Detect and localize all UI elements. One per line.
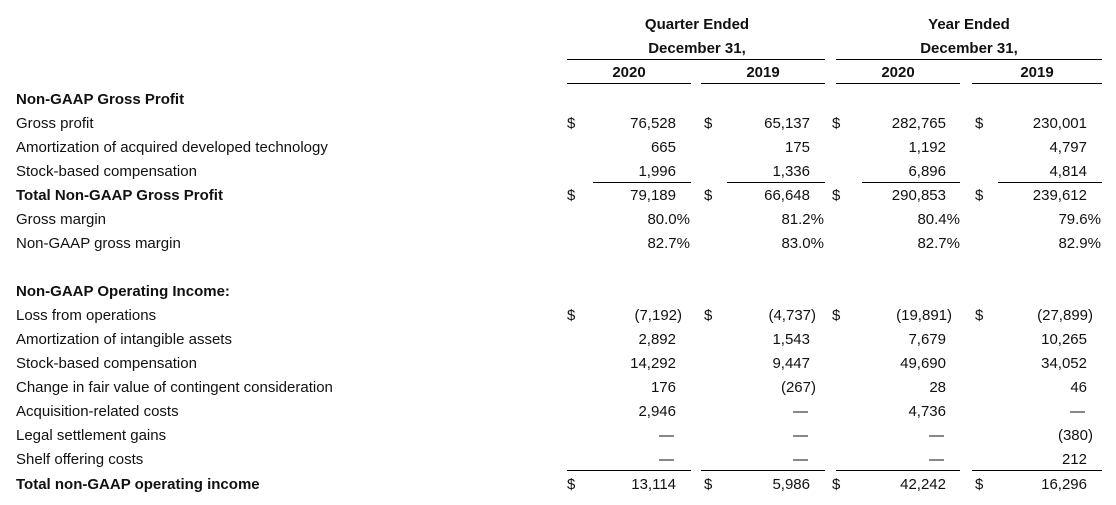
row-label-acquisition: Acquisition-related costs xyxy=(16,403,179,420)
value-cell-y2020: 7,679 xyxy=(908,331,946,348)
row-label-gross-profit: Gross profit xyxy=(16,115,94,132)
value-cell-y2020: — xyxy=(929,451,944,468)
currency-sign-y2020: $ xyxy=(832,307,841,324)
row-label-loss-ops: Loss from operations xyxy=(16,307,157,324)
value-cell-q2019: 83.0% xyxy=(781,235,824,252)
value-cell-q2019: (4,737) xyxy=(768,307,816,324)
total-rule-q2019 xyxy=(701,470,825,471)
value-cell-q2019: 1,543 xyxy=(772,331,810,348)
quarter-ended-heading: Quarter Ended xyxy=(644,16,750,33)
value-cell-y2020: 282,765 xyxy=(891,115,946,132)
value-cell-q2019: — xyxy=(793,403,808,420)
value-cell-y2019: 82.9% xyxy=(1058,235,1101,252)
value-cell-y2020: 49,690 xyxy=(900,355,946,372)
value-cell-y2019: 10,265 xyxy=(1041,331,1087,348)
value-cell-y2019: 212 xyxy=(1061,451,1087,468)
value-cell-q2020: 665 xyxy=(650,139,676,156)
value-cell-y2020: 4,736 xyxy=(908,403,946,420)
value-cell-y2019: 230,001 xyxy=(1032,115,1087,132)
currency-sign-y2019: $ xyxy=(975,115,984,132)
currency-sign-q2020: $ xyxy=(567,187,576,204)
subtotal-rule-q2019 xyxy=(727,182,825,183)
value-cell-y2020: 80.4% xyxy=(917,211,960,228)
currency-sign-y2020: $ xyxy=(832,115,841,132)
currency-sign-q2019: $ xyxy=(704,187,713,204)
value-cell-y2019: (27,899) xyxy=(1037,307,1093,324)
value-cell-q2019: (267) xyxy=(780,379,816,396)
value-cell-y2019: 4,814 xyxy=(1049,163,1087,180)
subtotal-rule-y2019 xyxy=(998,182,1102,183)
value-cell-q2020: 14,292 xyxy=(630,355,676,372)
currency-sign-y2019: $ xyxy=(975,307,984,324)
row-label-total-gp: Total Non-GAAP Gross Profit xyxy=(16,187,223,204)
total-rule-q2020 xyxy=(567,470,691,471)
col-rule-q2020 xyxy=(567,83,691,84)
value-cell-q2020: 2,946 xyxy=(638,403,676,420)
subtotal-rule-y2020 xyxy=(862,182,960,183)
total-rule-y2019 xyxy=(972,470,1102,471)
currency-sign-q2019: $ xyxy=(704,476,713,493)
currency-sign-y2019: $ xyxy=(975,187,984,204)
row-label-sbc-gp: Stock-based compensation xyxy=(16,163,197,180)
value-cell-q2019: — xyxy=(793,427,808,444)
value-cell-q2019: 1,336 xyxy=(772,163,810,180)
value-cell-y2019: 46 xyxy=(1070,379,1087,396)
row-label-gross-margin: Gross margin xyxy=(16,211,107,228)
value-cell-y2019: 4,797 xyxy=(1049,139,1087,156)
value-cell-y2019: — xyxy=(1070,403,1085,420)
value-cell-q2019: 9,447 xyxy=(772,355,810,372)
value-cell-q2020: 13,114 xyxy=(631,476,676,493)
value-cell-y2020: 290,853 xyxy=(891,187,946,204)
value-cell-q2020: 176 xyxy=(650,379,676,396)
row-label-total-oi: Total non-GAAP operating income xyxy=(16,476,260,493)
value-cell-y2020: — xyxy=(929,427,944,444)
value-cell-q2019: 175 xyxy=(784,139,810,156)
value-cell-q2019: 65,137 xyxy=(764,115,810,132)
row-label-shelf: Shelf offering costs xyxy=(16,451,144,468)
col-header-q2020: 2020 xyxy=(612,64,646,81)
year-group-rule xyxy=(836,59,1102,60)
total-rule-y2020 xyxy=(836,470,960,471)
value-cell-y2019: 16,296 xyxy=(1041,476,1087,493)
row-label-sbc-oi: Stock-based compensation xyxy=(16,355,197,372)
value-cell-y2020: 6,896 xyxy=(908,163,946,180)
currency-sign-y2020: $ xyxy=(832,187,841,204)
col-rule-q2019 xyxy=(701,83,825,84)
currency-sign-q2020: $ xyxy=(567,115,576,132)
col-rule-y2020 xyxy=(836,83,960,84)
value-cell-q2020: (7,192) xyxy=(634,307,682,324)
year-ended-heading: Year Ended xyxy=(928,16,1010,33)
value-cell-q2020: 80.0% xyxy=(647,211,690,228)
value-cell-q2019: 66,648 xyxy=(764,187,810,204)
year-ended-date: December 31, xyxy=(920,40,1018,57)
value-cell-y2019: 79.6% xyxy=(1058,211,1101,228)
value-cell-y2019: 239,612 xyxy=(1032,187,1087,204)
currency-sign-q2019: $ xyxy=(704,307,713,324)
value-cell-y2020: 1,192 xyxy=(908,139,946,156)
col-header-q2019: 2019 xyxy=(746,64,780,81)
currency-sign-y2020: $ xyxy=(832,476,841,493)
row-label-amort-intangible: Amortization of intangible assets xyxy=(16,331,232,348)
row-label-amort-dev-tech: Amortization of acquired developed technology xyxy=(16,139,328,156)
section-heading-gross-profit: Non-GAAP Gross Profit xyxy=(16,91,185,108)
value-cell-y2020: 82.7% xyxy=(917,235,960,252)
currency-sign-q2020: $ xyxy=(567,307,576,324)
value-cell-y2019: 34,052 xyxy=(1041,355,1087,372)
value-cell-q2019: 5,986 xyxy=(772,476,810,493)
section-heading-operating-income: Non-GAAP Operating Income: xyxy=(16,283,230,300)
value-cell-y2019: (380) xyxy=(1057,427,1093,444)
value-cell-q2020: 1,996 xyxy=(638,163,676,180)
row-label-contingent: Change in fair value of contingent consideration xyxy=(16,379,333,396)
row-label-ng-gross-margin: Non-GAAP gross margin xyxy=(16,235,181,252)
value-cell-y2020: (19,891) xyxy=(896,307,952,324)
value-cell-q2020: — xyxy=(659,427,674,444)
value-cell-q2020: 76,528 xyxy=(630,115,676,132)
value-cell-y2020: 42,242 xyxy=(900,476,946,493)
quarter-ended-date: December 31, xyxy=(648,40,746,57)
value-cell-q2020: 2,892 xyxy=(638,331,676,348)
col-header-y2020: 2020 xyxy=(881,64,915,81)
subtotal-rule-q2020 xyxy=(593,182,691,183)
currency-sign-y2019: $ xyxy=(975,476,984,493)
quarter-group-rule xyxy=(567,59,825,60)
value-cell-q2020: 79,189 xyxy=(630,187,676,204)
currency-sign-q2019: $ xyxy=(704,115,713,132)
value-cell-q2020: — xyxy=(659,451,674,468)
col-header-y2019: 2019 xyxy=(1020,64,1054,81)
value-cell-y2020: 28 xyxy=(929,379,946,396)
currency-sign-q2020: $ xyxy=(567,476,576,493)
col-rule-y2019 xyxy=(972,83,1102,84)
value-cell-q2020: 82.7% xyxy=(647,235,690,252)
value-cell-q2019: 81.2% xyxy=(781,211,824,228)
value-cell-q2019: — xyxy=(793,451,808,468)
row-label-legal: Legal settlement gains xyxy=(16,427,167,444)
